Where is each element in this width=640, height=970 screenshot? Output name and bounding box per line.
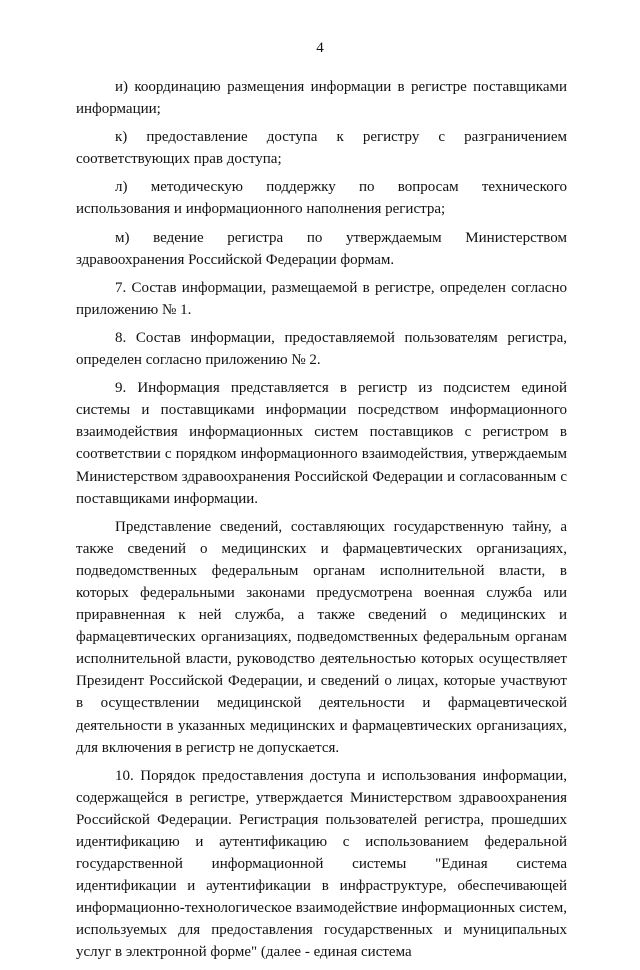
paragraph-state-secret: Представление сведений, составляющих государственную тайну, а также сведений о медицинских и фармацевтических организациях, подведомственных федеральным органам исполнительной власти, в которых федеральными законами предусмотрена военная служба или приравненная к ней служба, а также сведений о медицинских и фармацевтических организациях, подведомственных федеральным органам исполнительной власти, руководство деятельностью которых осуществляет Президент Российской Федерации, и сведений о лицах, которые участвуют в осуществлении медицинской деятельности и фармацевтической деятельности в указанных медицинских и фармацевтических организациях, для включения в регистр не допускается. (76, 518, 567, 756)
paragraph-item-m: м) ведение регистра по утверждаемым Министерством здравоохранения Российской Федерации формам. (76, 229, 567, 268)
page-number: 4 (316, 40, 324, 56)
paragraph-clause-10: 10. Порядок предоставления доступа и использования информации, содержащейся в регистре, утверждается Министерством здравоохранения Российской Федерации. Регистрация пользователей регистра, прошедших идентификацию и аутентификацию с использованием федеральной государственной информационной системы "Единая система идентификации и аутентификации в инфраструктуре, обеспечивающей информационно-технологическое взаимодействие информационных систем, используемых для предоставления государственных и муниципальных услуг в электронной форме" (далее - единая система (76, 767, 567, 961)
paragraph-item-k: к) предоставление доступа к регистру с разграничением соответствующих прав доступа; (76, 129, 567, 168)
paragraph-clause-9: 9. Информация представляется в регистр из подсистем единой системы и поставщиками информации посредством информационного взаимодействия информационных систем поставщиков с регистром в соответствии с порядком информационного взаимодействия, утверждаемым Министерством здравоохранения Российской Федерации и согласованным с поставщиками информации. (76, 380, 567, 507)
paragraph-clause-7: 7. Состав информации, размещаемой в регистре, определен согласно приложению № 1. (76, 279, 567, 318)
document-body (76, 76, 567, 970)
paragraph-item-i: и) координацию размещения информации в регистре поставщиками информации; (76, 79, 567, 118)
paragraph-item-l: л) методическую поддержку по вопросам технического использования и информационного наполнения регистра; (76, 179, 567, 218)
paragraph-clause-8: 8. Состав информации, предоставляемой пользователям регистра, определен согласно приложению № 2. (76, 329, 567, 369)
